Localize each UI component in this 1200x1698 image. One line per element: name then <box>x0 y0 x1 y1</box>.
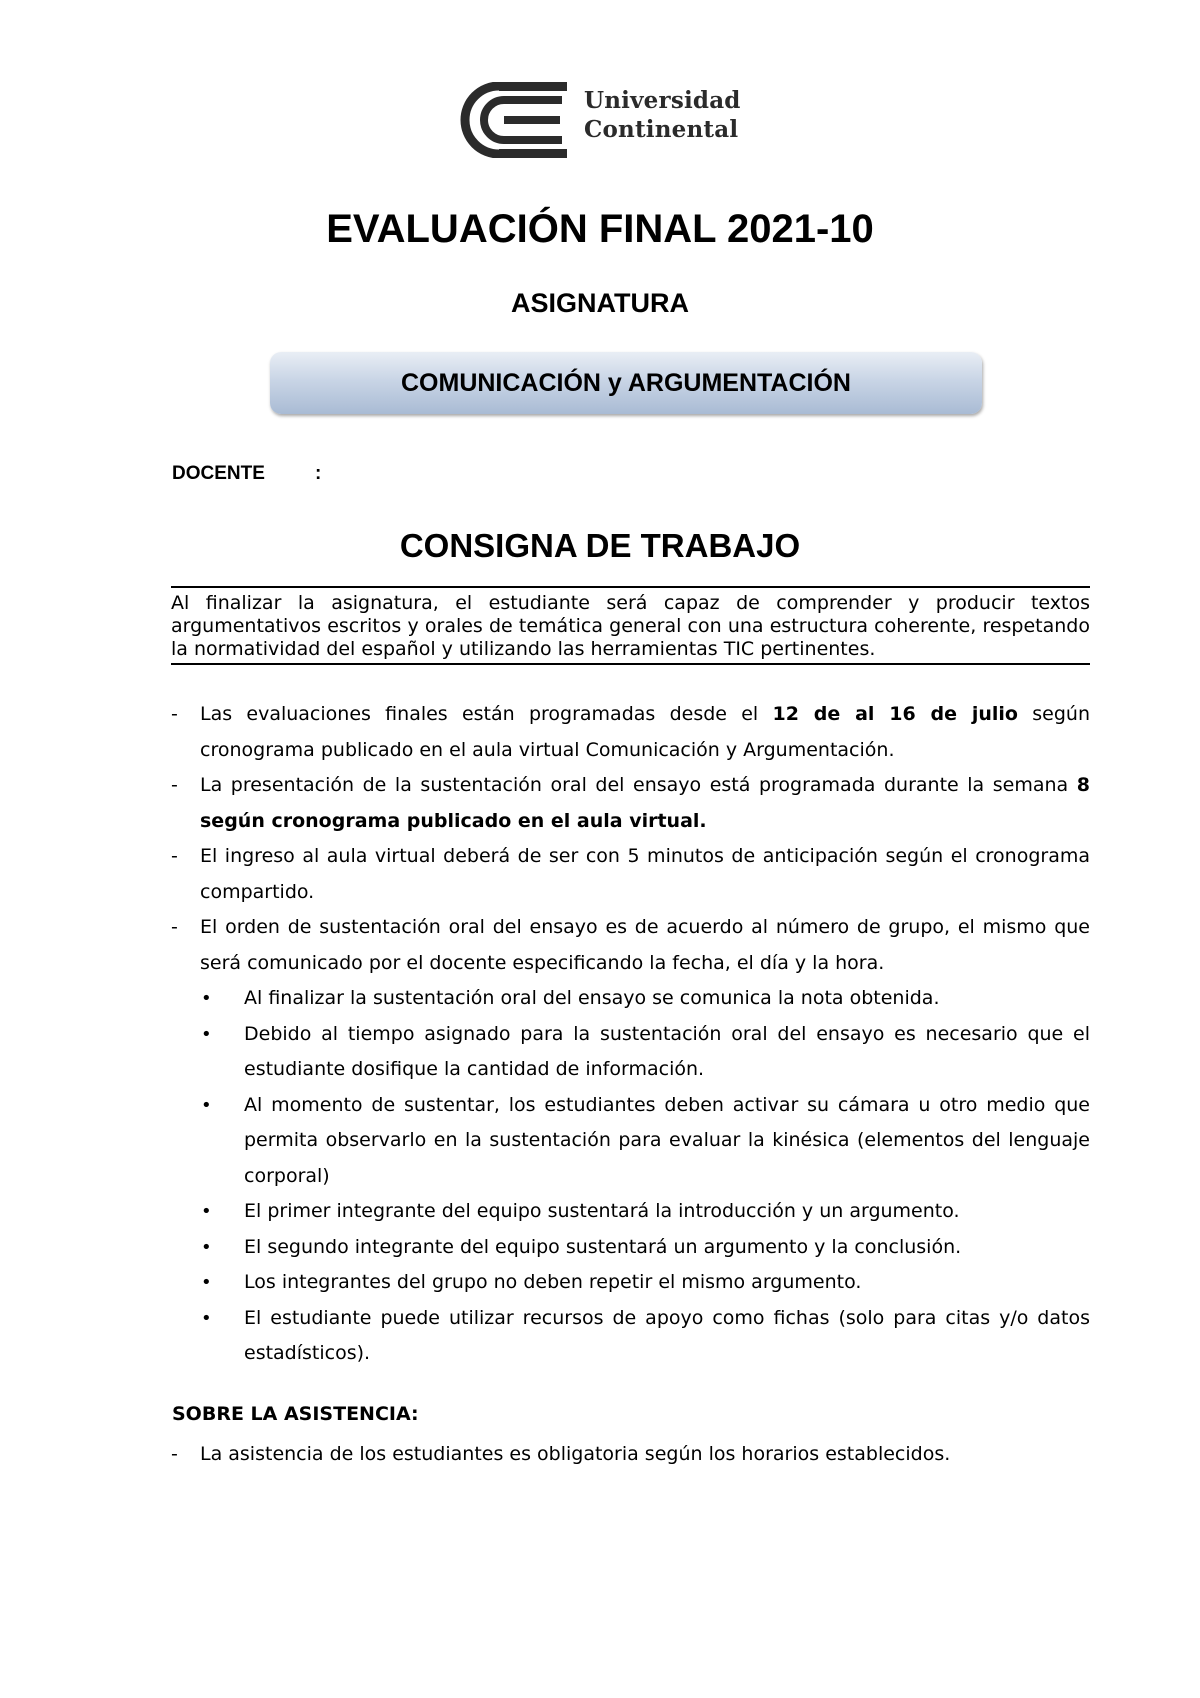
exam-title: EVALUACIÓN FINAL 2021-10 <box>326 207 874 251</box>
bullet-marker: • <box>201 1094 212 1116</box>
bullet-item <box>171 981 1090 1017</box>
objective-text: Al finalizar la asignatura, el estudiante será capaz de comprender y producir textos argumentativos escritos y orales de temática general con una estructura coherente, respetando la normatividad del español y utilizando las herramientas TIC pertinentes. <box>171 592 1090 660</box>
attendance-heading: SOBRE LA ASISTENCIA: <box>172 1403 419 1425</box>
item-text-bold: 12 de al 16 de julio <box>772 703 1018 725</box>
bullet-item <box>171 1301 1090 1372</box>
dash-marker: - <box>171 703 178 725</box>
logo-name-line1: Universidad <box>584 87 741 114</box>
list-item <box>171 910 1090 981</box>
list-item <box>171 1437 1090 1473</box>
teacher-label: DOCENTE <box>172 463 265 484</box>
item-text-end: según cronograma publicado en el aula virtual Comunicación y Argumentación. <box>200 703 1090 761</box>
bullet-text: Al finalizar la sustentación oral del ensayo se comunica la nota obtenida. <box>244 987 940 1009</box>
subject-label: ASIGNATURA <box>511 288 689 318</box>
university-logo <box>459 82 749 158</box>
item-text: La presentación de la sustentación oral del ensayo está programada durante la semana <box>200 774 1077 796</box>
bullet-item <box>171 1088 1090 1195</box>
dash-marker: - <box>171 845 178 867</box>
bullet-text: El segundo integrante del equipo sustentará un argumento y la conclusión. <box>244 1235 962 1258</box>
dash-marker: - <box>171 916 178 938</box>
list-item <box>171 768 1090 839</box>
bullet-marker: • <box>201 988 212 1009</box>
objective-box <box>171 586 1090 665</box>
bullet-marker: • <box>201 1236 212 1258</box>
bullet-item <box>171 1265 1090 1301</box>
logo-name-line2: Continental <box>584 116 739 143</box>
bullet-text: Al momento de sustentar, los estudiantes deben activar su cámara u otro medio que permita observarlo en la sustentación para evaluar la kinésica (elementos del lenguaje corporal) <box>244 1093 1090 1187</box>
bullet-marker: • <box>201 1023 212 1045</box>
attendance-text: La asistencia de los estudiantes es obligatoria según los horarios establecidos. <box>200 1443 951 1465</box>
list-item <box>171 839 1090 910</box>
bullet-marker: • <box>201 1201 212 1222</box>
bullet-marker: • <box>201 1307 212 1329</box>
section-title: CONSIGNA DE TRABAJO <box>399 527 801 564</box>
bullet-text: Debido al tiempo asignado para la sustentación oral del ensayo es necesario que el estudiante dosifique la cantidad de información. <box>244 1022 1090 1080</box>
bullet-text: El primer integrante del equipo sustentará la introducción y un argumento. <box>244 1200 960 1222</box>
instructions-list <box>171 697 1090 1372</box>
bullet-text: Los integrantes del grupo no deben repetir el mismo argumento. <box>244 1271 862 1293</box>
item-text: El ingreso al aula virtual deberá de ser con 5 minutos de anticipación según el cronograma compartido. <box>200 845 1090 903</box>
item-text: Las evaluaciones finales están programadas desde el <box>200 703 773 725</box>
bullet-item <box>171 1194 1090 1230</box>
item-text: El orden de sustentación oral del ensayo es de acuerdo al número de grupo, el mismo que será comunicado por el docente especificando la fecha, el día y la hora. <box>200 916 1090 974</box>
bullet-marker: • <box>201 1272 212 1293</box>
dash-marker: - <box>171 1443 178 1465</box>
teacher-field <box>172 462 322 486</box>
bullet-item <box>171 1017 1090 1088</box>
bullet-item <box>171 1230 1090 1266</box>
course-name: COMUNICACIÓN y ARGUMENTACIÓN <box>401 368 851 397</box>
bullet-text: El estudiante puede utilizar recursos de apoyo como fichas (solo para citas y/o datos estadísticos). <box>244 1306 1090 1364</box>
item-text-bold: 8 según cronograma publicado en el aula virtual. <box>200 774 1090 832</box>
course-name-banner <box>270 352 982 414</box>
attendance-list <box>171 1437 1090 1473</box>
dash-marker: - <box>171 774 178 796</box>
logo-mark-icon <box>459 82 569 158</box>
list-item <box>171 697 1090 768</box>
teacher-separator: : <box>315 463 322 484</box>
